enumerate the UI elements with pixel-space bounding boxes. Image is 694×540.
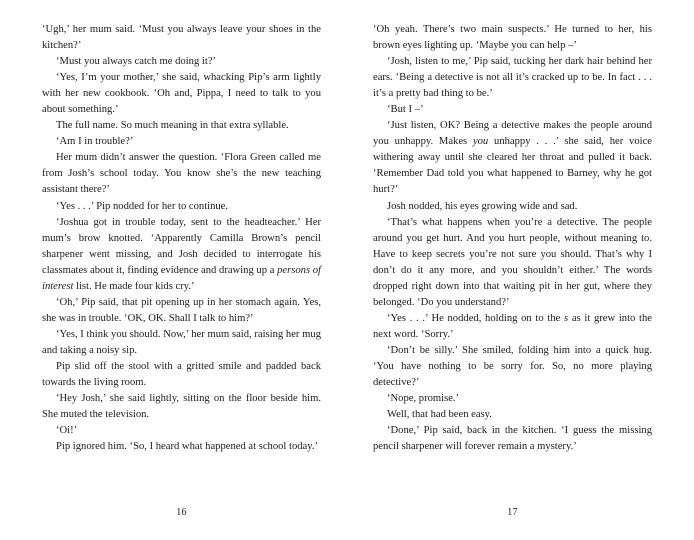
- paragraph: ‘Hey Josh,’ she said lightly, sitting on the floor beside him. She muted the television.: [42, 393, 321, 421]
- left-page-body: [42, 22, 321, 540]
- paragraph: Josh nodded, his eyes growing wide and sad.: [387, 200, 578, 212]
- paragraph: ‘Oi!’: [56, 425, 78, 437]
- paragraph: ‘Oh yeah. There’s two main suspects.’ He turned to her, his brown eyes lighting up. ‘Maybe you can help –’: [373, 24, 652, 52]
- paragraph: ‘Yes . . .’ Pip nodded for her to continue.: [56, 200, 229, 212]
- paragraph: ‘Yes, I think you should. Now,’ her mum said, raising her mug and taking a noisy sip.: [42, 328, 321, 356]
- paragraph: ‘Just listen, OK? Being a detective makes the people around you unhappy. Makes you unhappy . . .’ she said, her voice withering away until she cleared her throat and pulled it back. ‘Remember Dad told you what happened to Barney, why he got hurt?’: [373, 120, 652, 196]
- paragraph: ‘Done,’ Pip said, back in the kitchen. ‘I guess the missing pencil sharpener will forever remain a mystery.’: [373, 425, 652, 453]
- paragraph: ‘Yes, I’m your mother,’ she said, whacking Pip’s arm lightly with her new cookbook. ‘Oh and, Pippa, I need to talk to you about something.’: [42, 72, 321, 116]
- paragraph: ‘Am I in trouble?’: [56, 136, 134, 148]
- right-page: [347, 0, 694, 540]
- right-page-folio: 17: [507, 507, 518, 518]
- paragraph: Her mum didn’t answer the question. ‘Flora Green called me from Josh’s school today. You know she’s the new teaching assistant there?’: [42, 152, 321, 196]
- paragraph: Pip slid off the stool with a gritted smile and padded back towards the living room.: [42, 360, 321, 389]
- right-page-body: [373, 22, 652, 540]
- paragraph: ‘But I –’: [387, 104, 424, 116]
- paragraph: ‘Ugh,’ her mum said. ‘Must you always leave your shoes in the kitchen?’: [42, 24, 321, 52]
- paragraph: The full name. So much meaning in that extra syllable.: [56, 120, 289, 132]
- paragraph: ‘Joshua got in trouble today, sent to the headteacher.’ Her mum’s brow knotted. ‘Apparently Camilla Brown’s pencil sharpener went missing, and Josh decided to interrogate his classmates about it, finding evidence and drawing up a persons of interest list. He made four kids cry.’: [42, 216, 321, 292]
- paragraph: ‘Nope, promise.’: [387, 393, 460, 405]
- paragraph: ‘Oh,’ Pip said, that pit opening up in her stomach again. Yes, she was in trouble. ‘OK, OK. Shall I talk to him?’: [42, 296, 321, 324]
- paragraph: Pip ignored him. ‘So, I heard what happened at school today.’: [56, 441, 319, 453]
- paragraph: ‘Must you always catch me doing it?’: [56, 56, 217, 68]
- paragraph: ‘Don’t be silly.’ She smiled, folding him into a quick hug. ‘You have nothing to be sorry for. So, no more playing detective?’: [373, 344, 652, 389]
- paragraph: ‘Josh, listen to me,’ Pip said, tucking her dark hair behind her ears. ‘Being a detective is not all it’s cracked up to be. In fact . . . it’s a pretty bad thing to be.’: [373, 56, 652, 100]
- paragraph: ‘That’s what happens when you’re a detective. The people around you get hurt. And you hurt people, without meaning to. Have to keep secrets you’re not sure you should. That’s why I don’t do it any more, and you shouldn’t either.’ The words dropped right down into that waiting pit in her gut, where they belonged. ‘Do you understand?’: [373, 216, 652, 308]
- paragraph: Well, that had been easy.: [387, 409, 492, 421]
- paragraph: ‘Yes . . .’ He nodded, holding on to the s as it grew into the next word. ‘Sorry.’: [373, 312, 652, 340]
- left-page-folio: 16: [176, 507, 187, 518]
